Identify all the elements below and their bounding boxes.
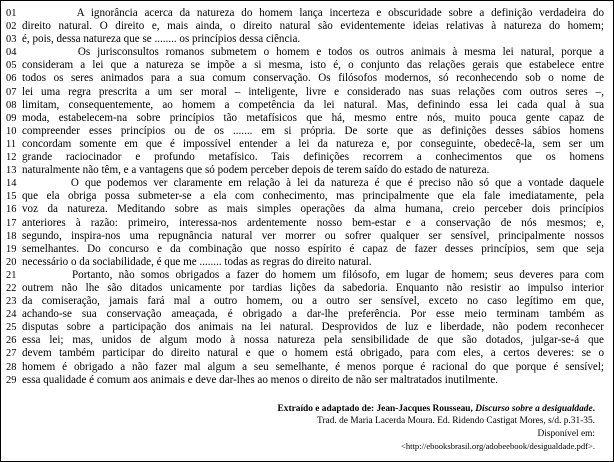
line-text: Portanto, não somos obrigados a fazer do homem um filósofo, em lugar de homem; seus deveres para com (22, 268, 604, 281)
text-line (5, 295, 605, 308)
line-text: necessário o da sociabilidade, é que me ........ todas as regras do direito natural. (22, 255, 372, 268)
line-number: 29 (6, 374, 17, 386)
line-text: consideram a lei que a natureza se impõe a si mesma, isto é, o conjunto das relações gerais que estabelece entre (22, 59, 604, 72)
line-text: A ignorância acerca da natureza do homem lança incerteza e obscuridade sobre a definição verdadeira do (22, 7, 604, 19)
line-text: segundo, inspira-nos uma repugnância natural ver morrer ou sofrer qualquer ser sensível, principalmente nossos (22, 229, 604, 242)
line-number: 05 (6, 60, 17, 72)
line-number: 18 (6, 230, 17, 242)
text-line (5, 46, 605, 59)
line-number: 02 (6, 21, 17, 33)
line-text: compreender esses princípios ou de os ....... em si própria. De sorte que as definições desses sábios homens (22, 124, 604, 137)
source-line-3: Disponível em: (537, 428, 595, 439)
text-line (5, 112, 605, 125)
text-line (5, 59, 605, 72)
line-number: 15 (6, 191, 17, 203)
source-attribution (5, 403, 605, 453)
source-line-2: Trad. de Maria Lacerda Moura. Ed. Ridendo Castigat Mores, s/d. p.31-35. (317, 416, 595, 427)
text-line (5, 308, 605, 321)
line-number: 07 (6, 86, 17, 98)
line-text: grande raciocinador e profundo metafísico. Tais definições recorrem a conhecimentos que os homens (22, 151, 604, 164)
text-line (5, 282, 605, 295)
document-body (1, 1, 613, 452)
line-number: 14 (6, 178, 17, 190)
line-text: direito natural. O direito e, mais ainda, o direito natural são evidentemente ideias relativas à natureza do homem; (22, 20, 604, 33)
line-text: homem é obrigado a não fazer mal algum a seu semelhante, é menos porque é racional do que porque é sensível; (22, 360, 604, 373)
text-line (5, 269, 605, 282)
line-text: Os jurisconsultos romanos submetem o homem e todos os outros animais à mesma lei natural, porque a (22, 46, 605, 59)
line-text: voz da natureza. Meditando sobre as mais simples operações da alma humana, creio perceber dois princípios (22, 203, 604, 216)
line-text: naturalmente não têm, e a vantagens que só podem perceber depois de terem saído do estado de natureza. (22, 164, 490, 177)
line-text: O que podemos ver claramente em relação à lei da natureza é que é preciso não só que a vontade daquele (22, 177, 605, 190)
text-line (5, 256, 605, 269)
text-line (5, 33, 605, 46)
text-line (5, 20, 605, 33)
source-url: <http://ebooksbrasil.org/adobeebook/desigualdade.pdf>. (400, 440, 595, 451)
line-number: 04 (6, 47, 17, 59)
text-line (5, 164, 605, 177)
line-number: 22 (6, 282, 17, 294)
line-text: que ela obriga possa submeter-se a ela com conhecimento, mas principalmente que ela fale imediatamente, pela (22, 190, 604, 203)
line-text: essa lei; mas, unidos de algum modo à nossa natureza pela sensibilidade de que são dotados, julgar-se-á que (22, 334, 604, 347)
text-line (5, 72, 605, 85)
line-number: 17 (6, 217, 17, 229)
text-line (5, 230, 605, 243)
text-line (5, 217, 605, 230)
line-text: essa qualidade é comum aos animais e deve dar-lhes ao menos o direito de não ser maltratados inutilmente. (22, 373, 499, 386)
text-line (5, 321, 605, 334)
line-number: 24 (6, 309, 17, 321)
line-text: disputas sobre a participação dos animais na lei natural. Desprovidos de luz e liberdade, não podem reconhecer (22, 321, 604, 334)
text-line (5, 86, 605, 99)
line-number: 10 (6, 125, 17, 137)
line-number: 19 (6, 243, 17, 255)
text-line (5, 203, 605, 216)
text-line (5, 7, 605, 20)
line-number: 09 (6, 112, 17, 124)
line-text: devem também participar do direito natural e que o homem está obrigado, para com eles, a certos deveres: se o (22, 347, 604, 360)
text-line (5, 374, 605, 387)
text-line (5, 138, 605, 151)
line-number: 03 (6, 34, 17, 46)
line-number: 21 (6, 269, 17, 281)
line-text: lei uma regra prescrita a um ser moral – inteligente, livre e considerado nas suas relações com outros seres –, (22, 85, 604, 98)
line-number: 11 (6, 138, 17, 150)
line-number: 26 (6, 335, 17, 347)
line-number: 28 (6, 361, 17, 373)
line-number: 12 (6, 152, 17, 164)
line-number: 16 (6, 204, 17, 216)
source-work-title: Discurso sobre a desigualdade (475, 403, 593, 414)
source-credit-text: Extraído e adaptado de: Jean-Jacques Rousseau, (277, 403, 476, 414)
text-line (5, 99, 605, 112)
line-number: 01 (6, 8, 17, 19)
text-line (5, 334, 605, 347)
source-credit-suffix: . (592, 403, 595, 414)
line-text: achando-se sua conservação ameaçada, é obrigado a dar-lhe preferência. Por esse meio terminam também as (22, 308, 604, 321)
line-text: outrem não lhe são ditados unicamente por tardias lições da sabedoria. Enquanto não resistir ao impulso interior (22, 281, 604, 294)
text-line (5, 361, 605, 374)
line-number: 25 (6, 322, 17, 334)
line-number: 27 (6, 348, 17, 360)
text-line (5, 243, 605, 256)
line-number: 13 (6, 165, 17, 177)
line-number: 20 (6, 256, 17, 268)
line-number: 08 (6, 99, 17, 111)
text-line (5, 125, 605, 138)
text-line (5, 347, 605, 360)
line-text: da comiseração, jamais fará mal a outro homem, ou a outro ser sensível, exceto no caso legítimo em que, (22, 295, 604, 308)
line-number: 06 (6, 73, 17, 85)
line-text: limitam, consequentemente, ao homem a competência da lei natural. Mas, definindo essa lei cada qual à sua (22, 98, 604, 111)
text-line (5, 177, 605, 190)
line-text: é, pois, dessa natureza que se ........ os princípios dessa ciência. (22, 33, 301, 46)
line-text: moda, estabelecem-na sobre princípios tão metafísicos que há, mesmo entre nós, muito pouca gente capaz de (22, 111, 604, 124)
text-line (5, 190, 605, 203)
text-line (5, 151, 605, 164)
line-text: todos os seres animados para a sua comum conservação. Os filósofos modernos, só reconhecendo sob o nome de (22, 72, 604, 85)
line-text: semelhantes. Do concurso e da combinação que nosso espírito é capaz de fazer desses princípios, sem que seja (22, 242, 604, 255)
line-number: 23 (6, 296, 17, 308)
line-text: anteriores à razão: primeiro, interessa-nos ardentemente nosso bem-estar e a conservação de nós mesmos; e, (22, 216, 604, 229)
line-text: concordam somente em que é impossível entender a lei da natureza e, por conseguinte, obedecê-la, sem ser um (22, 137, 604, 150)
source-line-1 (5, 403, 595, 415)
